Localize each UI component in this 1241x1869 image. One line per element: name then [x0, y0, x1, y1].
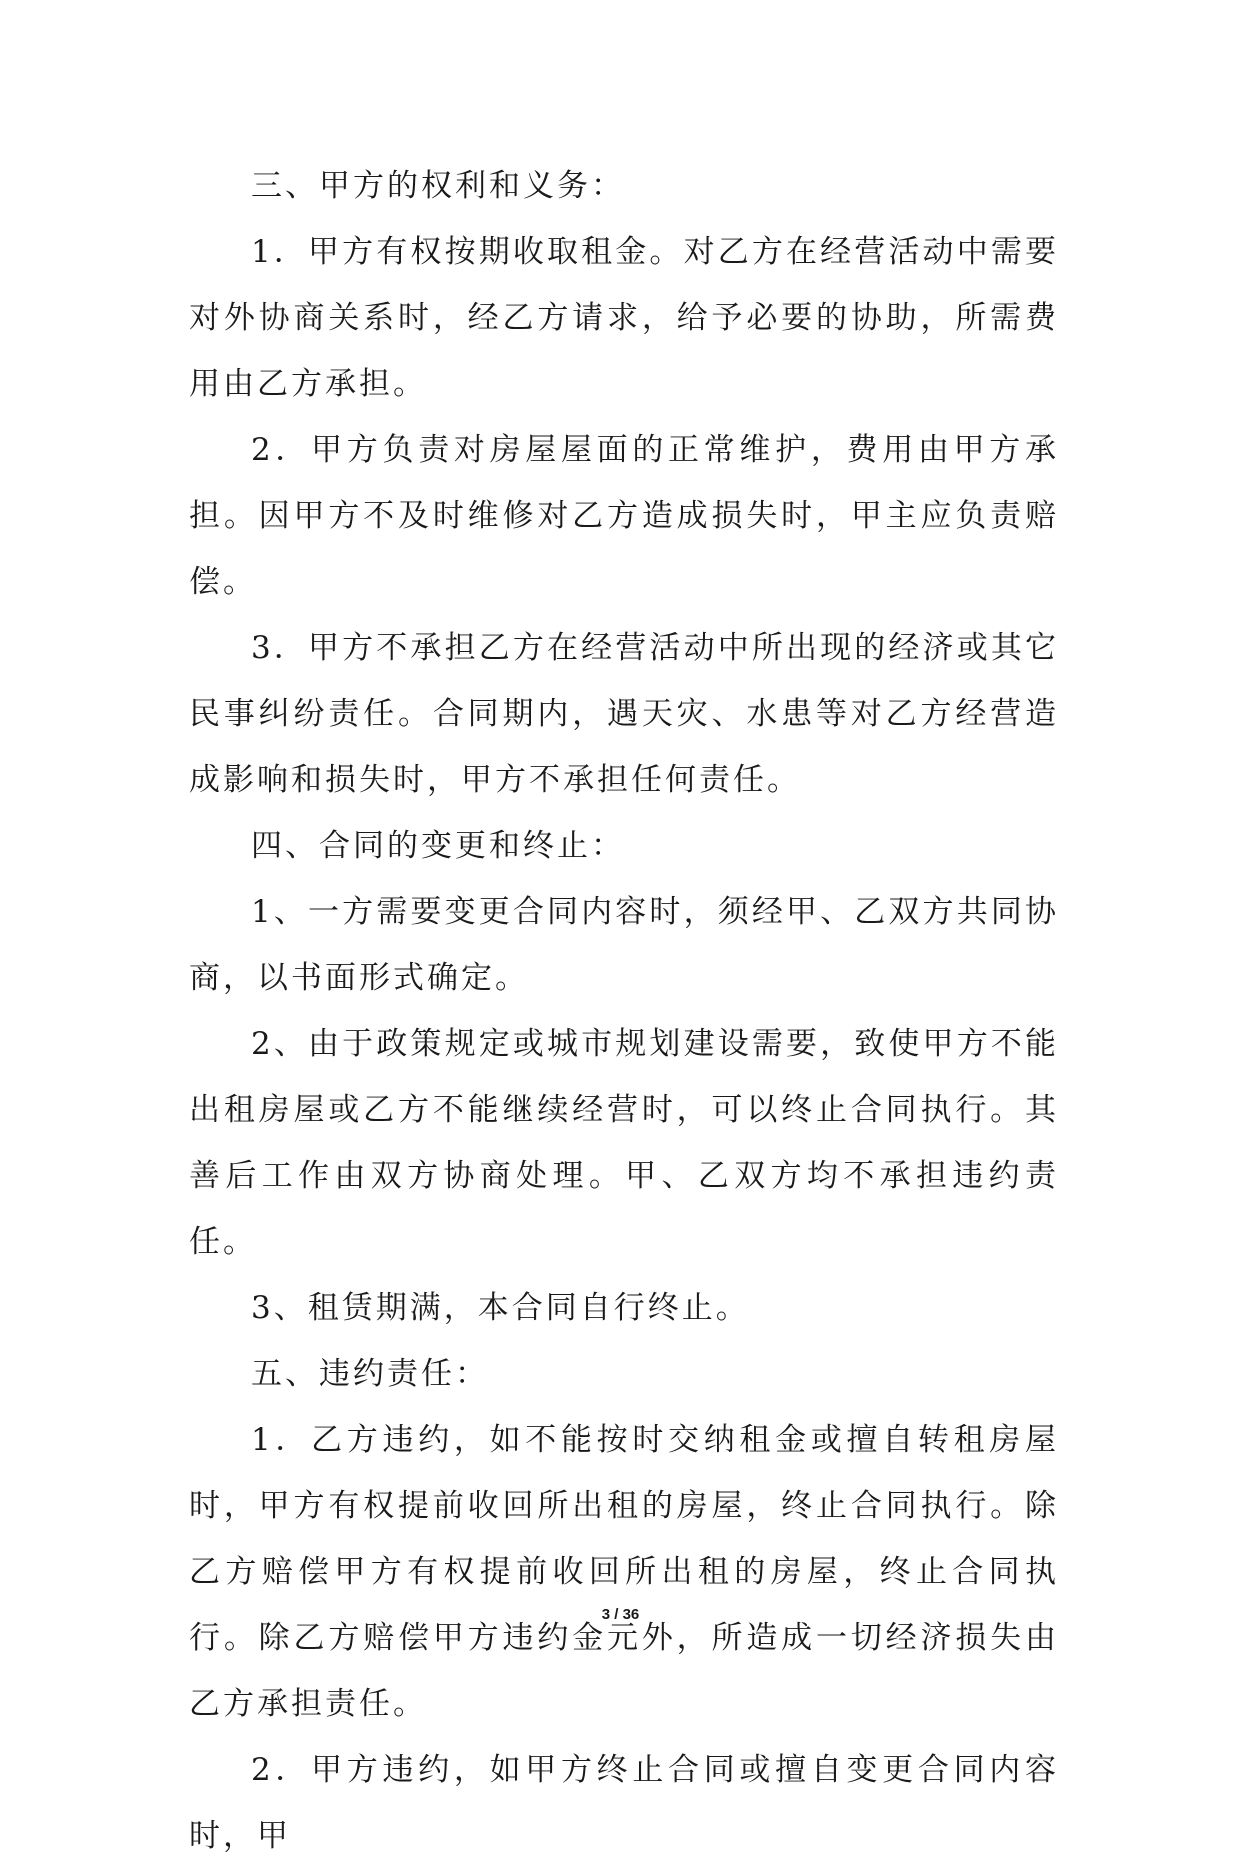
section-heading-lessor-rights: 三、甲方的权利和义务： — [251, 168, 625, 204]
section-heading-change-termination: 四、合同的变更和终止： — [251, 828, 625, 864]
clause-paragraph: 2．甲方负责对房屋屋面的正常维护，费用由甲方承担。因甲方不及时维修对乙方造成损失时，甲主应负责赔偿。 — [189, 432, 1059, 600]
clause-paragraph: 2．甲方违约，如甲方终止合同或擅自变更合同内容时，甲 — [189, 1752, 1059, 1854]
clause-paragraph: 1．乙方违约，如不能按时交纳租金或擅自转租房屋时，甲方有权提前收回所出租的房屋，终止合同执行。除乙方赔偿甲方有权提前收回所出租的房屋，终止合同执行。除乙方赔偿甲方违约金元外，所造成一切经济损失由乙方承担责任。 — [189, 1422, 1059, 1722]
clause-paragraph: 1．甲方有权按期收取租金。对乙方在经营活动中需要对外协商关系时，经乙方请求，给予必要的协助，所需费用由乙方承担。 — [189, 234, 1059, 402]
page-number: 3 / 36 — [601, 1606, 640, 1623]
clause-paragraph: 3、租赁期满，本合同自行终止。 — [251, 1290, 750, 1326]
clause-paragraph: 2、由于政策规定或城市规划建设需要，致使甲方不能出租房屋或乙方不能继续经营时，可以终止合同执行。其善后工作由双方协商处理。甲、乙双方均不承担违约责任。 — [189, 1026, 1059, 1260]
clause-paragraph: 1、一方需要变更合同内容时，须经甲、乙双方共同协商，以书面形式确定。 — [189, 894, 1059, 996]
clause-paragraph: 3．甲方不承担乙方在经营活动中所出现的经济或其它民事纠纷责任。合同期内，遇天灾、水患等对乙方经营造成影响和损失时，甲方不承担任何责任。 — [189, 630, 1059, 798]
section-heading-breach-liability: 五、违约责任： — [251, 1356, 489, 1392]
